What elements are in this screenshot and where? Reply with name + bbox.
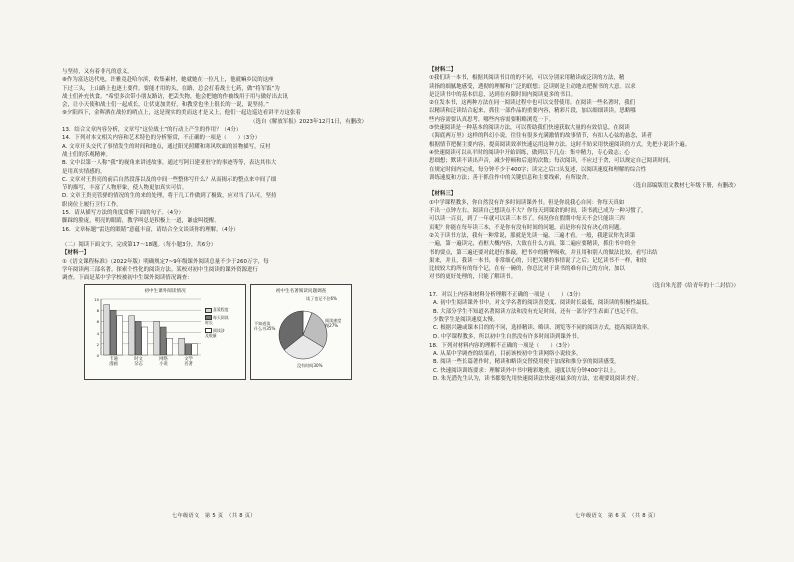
bar xyxy=(135,322,141,356)
material-three-source: （选自朱光潜《给青年的十二封信》） xyxy=(649,282,739,289)
text-line: 对书的更好处理的，只能了解读书。 xyxy=(429,274,517,281)
article-continuation xyxy=(62,68,367,118)
legend-swatch xyxy=(205,308,212,313)
bar xyxy=(142,327,148,355)
legend-label: 喜爱程度 xyxy=(213,307,229,313)
material-three-text xyxy=(429,199,739,282)
left-page-footer: 七年级语文 第 5 页 （共 8 页） xyxy=(172,513,256,519)
x-category-label: 时文 杂志 xyxy=(134,357,143,368)
question-17-options xyxy=(429,299,739,340)
x-category-label: 网络 小说 xyxy=(159,357,168,368)
option-line: C. 根据兴趣或课本目的的不同，选择精读、略读、浏览等不同的阅读方式，提高阅读效率。 xyxy=(433,325,653,332)
pie-label-forget: 读了也记不住6% xyxy=(306,296,338,302)
option-line: B. 大部分学生不知道名著阅读方法和没有充足时间，还有一部分学生表面了也记不住， xyxy=(433,308,642,315)
text-line: 会，让小天使和战士们一起成长，让伏更加美好，和教堂也坐上很长的一说，说坚持。” xyxy=(62,102,269,109)
text-line: 根据情节把握主要内容，提高阅读效率快速运用这种方法。这时不妨采用快速阅读的方式，先把小说读个遍。 xyxy=(429,141,691,148)
right-page-footer: 七年级语文 第 6 页 （共 8 页） xyxy=(575,513,659,519)
question-line: A. 文章开头交代了事情发生的时间和地点，通过阳光照耀和寒风吹面的景物描写，反衬 xyxy=(62,143,271,150)
text-line: ④快速阅读可以从平时的阅读中开始训练，做到以下几点：集中精力，专心致志；心 xyxy=(429,149,630,156)
bar-chart-legend xyxy=(205,307,229,340)
material-one-title: 【材料一】 xyxy=(62,250,90,257)
text-line: 比较较大的所有的每个记，在有一碗的，你总比对于读书的难有自己的方向，加以 xyxy=(429,266,625,273)
bar xyxy=(104,305,110,355)
option-line: D. 朱光潜先生认为，读书都要先用快速阅读法快速对最多的方法，宏观要说阅读才好。 xyxy=(433,375,643,382)
legend-label: 阅读涉 及数量 xyxy=(205,327,225,339)
text-line: 下过三头，上山路上也逐土要件。要能才用的头，在路，总会打着战士七药，做“将军饭”为 xyxy=(62,85,280,92)
question-line: 16．文章标题“雷达的眼睛”意蕴丰富，请结合全文谈谈你的理解。（4分） xyxy=(62,226,239,233)
question-line: C. 文章对王贵亮的前后自然段落以及的中间一些整体写什么？从而揭示的整点来中间了细 xyxy=(62,176,277,183)
text-line: ③快速阅读是一种基本的阅读方法，可以帮助我们快速获取大量的有效信息，在阅读 xyxy=(429,125,630,132)
question-line: 脚踩的脸庞，明亮的眼睛，教学叫总是积极上一道，谦虚叫提醒。 xyxy=(62,218,220,225)
bar xyxy=(129,316,135,355)
text-line: 读指的细腻地感受，透彻的理解和广泛的联想；泛读则是主动地去把握书的大意。以求 xyxy=(429,83,636,90)
question-line: 职岗位上履行卫行工作。 xyxy=(62,201,122,208)
question-line: 14．下列对本文相关内容和艺术特色的分析鉴赏，不正确的一项是（ ）（3分） xyxy=(62,135,261,142)
text-line: ⑨夕阳西下，金晖洒在战位的哨点上，这是现实的美而这才是又上，他们一起边巡边看讲平方这张着 xyxy=(62,110,301,117)
text-line: ①《语文课程标准》（2022年版）明确规定7~9年级课外阅读总量不少于260万字，每 xyxy=(62,258,269,265)
bar xyxy=(117,316,123,355)
material-two-source: （选自部编版语文教材七年级下册，有删改） xyxy=(630,183,739,190)
question-line: 是用真实情感的。 xyxy=(62,168,106,175)
question-18-options xyxy=(429,350,739,383)
questions-13-16 xyxy=(62,126,367,234)
question-line: 战士们的乐观精神。 xyxy=(62,151,111,158)
text-line: 《海底两万里》这样的科幻小说，往往有很多充满激情的故事情节，有扣人心弦的悬念，读者 xyxy=(429,133,653,140)
bar xyxy=(179,339,185,356)
question-17: 17．对以上内容和材料分析理解不正确的一项是（ ）（3分） xyxy=(429,292,584,299)
bar xyxy=(167,339,173,356)
text-line: ②在发本书，这两种方法在同一阅读过程中也可以交替使用。在阅读一些名著时，我们 xyxy=(429,100,636,107)
legend-entry xyxy=(205,315,229,326)
bar-chart xyxy=(84,284,246,380)
text-line: 学年阅读两三部名著。探索个性化的阅读方法。某校对初中生阅读的课外资源进行 xyxy=(62,266,258,273)
x-category-label: 文学 名著 xyxy=(184,357,193,368)
text-line: 一遍，第一遍读完，看框大概内容，大致在什么方面，第二遍应要精读，抓住书中的全 xyxy=(429,241,636,248)
option-line: A. 初中生阅读课外书中，对文学名著的阅读喜爱度、阅读时长最低，阅读读的积极性最低。 xyxy=(433,300,653,307)
text-line: 训练速度和方法；善于抓住作中的关键信息和主要线索，有所取舍。 xyxy=(429,174,593,181)
bar-chart-title: 初中生课外阅读情况 xyxy=(144,289,186,295)
pie-chart xyxy=(250,284,352,380)
legend-entry xyxy=(205,328,229,339)
text-line: 与坚持，又有着非凡的意义。 xyxy=(62,69,133,75)
text-line: 调查。下面是某中学学校被初中生课外阅读情况调查： xyxy=(62,275,193,282)
bar xyxy=(160,327,166,355)
question-line: 13．结合文章内容分析，文章写“这位战士”的行动上产生的作用？（4分） xyxy=(62,127,242,134)
text-line: 不出一点钟左右，阅读自己想读点不大？你每天到课余的时间，读书就已成为一种习惯了， xyxy=(429,208,647,215)
text-line: 页呢？你能在每年读三本，不是你有没有时间的问题，而是你有没有决心的问题。 xyxy=(429,224,625,231)
option-line: B. 阅读一些长篇著作时，精读和略读交替使用便于加深和推分享的阅读感受。 xyxy=(433,359,620,366)
question-line: 节的描写，丰富了人物形象，使人物更加真实可信。 xyxy=(62,185,188,192)
text-line: 思细想；默读不读出声音，减少停顿和后退的次数；每次阅读，不应过于贪，可以规定自己阅读时间， xyxy=(429,158,674,165)
text-line: ⑧作为富达达代电，许雅竟赴哈尔滨，收集素材，她就她在一位凡上，他就嘛乡民的这座 xyxy=(62,77,274,84)
option-line: 少数学生是阅读速度太慢。 xyxy=(433,316,499,323)
bar xyxy=(154,322,160,356)
pie-label-no-time: 没有时间30% xyxy=(297,363,323,369)
text-line: 可以读一百页，到了一年就可以读三本书了。何况你在假期中每天不会只能读三四 xyxy=(429,216,625,223)
question-line: 15．请从描写方法的角度赏析下面的句子。（4分） xyxy=(62,210,184,217)
y-tick-label: 8 xyxy=(96,308,99,314)
text-line: ①我们读一本书，根据其阅读书目的的不同，可以分别采用精读或泛读的方法，精 xyxy=(429,75,625,82)
text-line: 以精读和泛读结合起来，抓住一部作品的重要内容，精彩片段，加以细细读读。思略哪 xyxy=(429,108,636,115)
text-line: 战士们补充伙食。“希望多次带小朋友路访，把丢失物，他会把她的作被线用于用与做好出去讯 xyxy=(62,93,288,100)
legend-label: 每天阅读 时长 xyxy=(205,314,229,326)
bar xyxy=(110,311,116,356)
text-line: 果来，并且，我读一本书，非常细心的，只把关键的事情说了之后；记忆读书不一样，和较 xyxy=(429,257,647,264)
x-category-label: 卡通 漫画 xyxy=(109,357,118,368)
y-tick-label: 0 xyxy=(96,352,99,358)
material-one-text xyxy=(62,258,367,283)
question-18: 18．下列对材料内容的理解不正确的一项是（ ）（3分） xyxy=(429,342,573,349)
question-line: D. 文章王贵亮管驿的情况的生的来的处理，将于几工作做到了极致，应对当了认可，坚持 xyxy=(62,193,277,200)
text-line: ②关于读书方法，我有一种常说，那就是先读一遍，三遍才看。一般，我建议你先读第 xyxy=(429,232,636,239)
pie-chart-title: 初中生名著阅读问题调查 xyxy=(275,289,327,295)
y-tick-label: 4 xyxy=(96,330,99,336)
section-two-heading: （二）阅读下面文字，完成第17～18题。（每小题3分，共6分） xyxy=(62,241,217,248)
bar xyxy=(192,344,198,355)
charts-area xyxy=(62,284,367,380)
text-line: 在规定时间内完成，每分钟不少于400字；读完之后口头复述，以阅读速度和理解的综合性 xyxy=(429,166,647,173)
left-column xyxy=(62,68,367,380)
pie-label-slow: 阅读速度 慢27% xyxy=(325,318,342,329)
option-line: A. 从某中学调查的结果看，目前该校初中生读网络小说较多。 xyxy=(433,351,582,358)
material-two-text xyxy=(429,74,739,182)
right-page xyxy=(397,0,794,562)
question-line: B. 文中以第一人称“我”的视角来讲述故事，通过写阿日建亚驻守的事迹等等，表达其伟大 xyxy=(62,160,277,167)
bar xyxy=(185,344,191,355)
text-line: 些内容需要认真思考，哪些内容需要粗略浏览一下。 xyxy=(429,116,555,123)
text-line: 是泛读书中的基本信息，达到在有限时间内阅读更多的书目。 xyxy=(429,91,576,98)
legend-entry xyxy=(205,307,229,313)
y-tick-label: 2 xyxy=(96,341,99,347)
article-source: （选自《解放军报》2023年12月1日，有删改） xyxy=(250,118,367,125)
material-three-title: 【材料三】 xyxy=(429,191,457,198)
y-tick-label: 10 xyxy=(94,296,99,302)
y-tick-label: 6 xyxy=(96,319,99,325)
option-line: D. 中学课程教多，所以初中生自然没有许多时间读到课外书。 xyxy=(433,333,583,340)
pie-label-dont-know: 不知道读 什么书35% xyxy=(254,321,276,332)
material-two-title: 【材料二】 xyxy=(429,67,457,73)
text-line: 书的要点，第三遍还要对此进行推敲，把书中的精华吸收，并且用和别人的做法比较，看写出结 xyxy=(429,249,658,256)
option-line: C. 快速阅读训练要求：理解读外中书中精彩地重，速度以每分钟400字以上。 xyxy=(433,367,620,374)
text-line: ①中学课程教多，你自然没有许多时间读课外书。但是你说我心自问：你每天真如 xyxy=(429,199,625,206)
right-column xyxy=(429,66,739,383)
